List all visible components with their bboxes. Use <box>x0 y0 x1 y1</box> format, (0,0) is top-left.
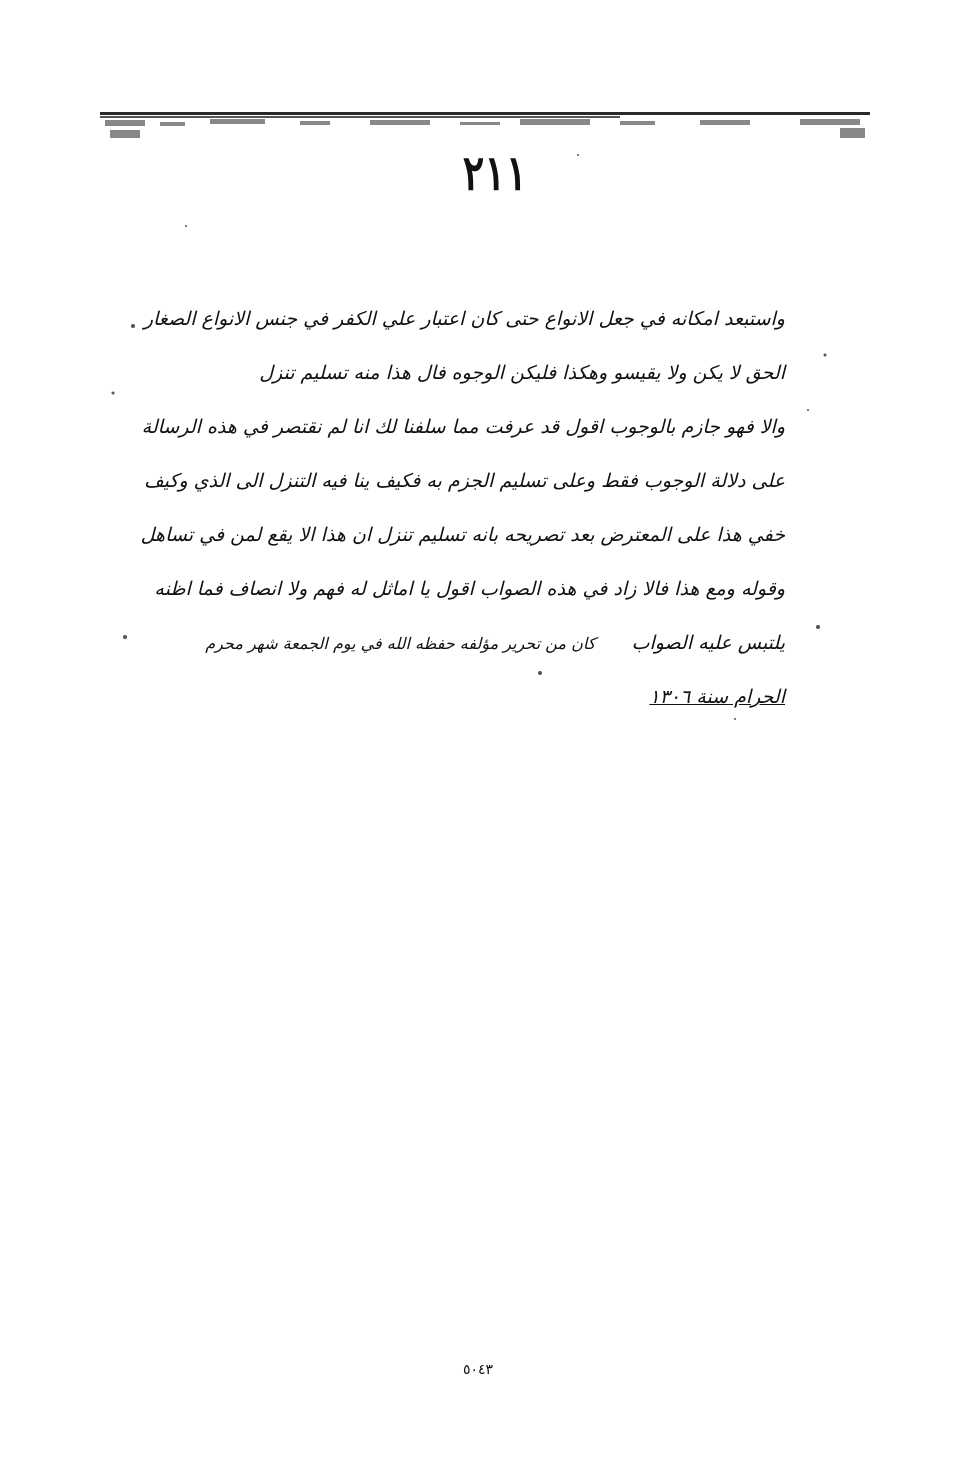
text-line: والا فهو جازم بالوجوب اقول قد عرفت مما سلفنا لك انا لم نقتصر في هذه الرسالة <box>141 416 785 438</box>
text-line: واستبعد امكانه في جعل الانواع حتى كان اعتبار علي الكفر في جنس الانواع الصغار <box>143 308 785 330</box>
manuscript-text <box>125 292 785 724</box>
colophon-date: الحرام سنة ١٣٠٦ <box>649 686 785 708</box>
page-footer-number: ٥٠٤٣ <box>462 1362 494 1378</box>
text-line: خفي هذا على المعترض بعد تصريحه بانه تسليم تنزل ان هذا الا يقع لمن في تساهل <box>140 524 785 546</box>
text-line: الحق لا يكن ولا يقيسو وهكذا فليكن الوجوه فال هذا منه تسليم تنزل <box>259 362 785 384</box>
scan-noise-band <box>100 108 870 148</box>
text-line: على دلالة الوجوب فقط وعلى تسليم الجزم به فكيف ينا فيه التنزل الى الذي وكيف <box>144 470 785 492</box>
colophon-date-line <box>125 670 785 724</box>
text-line: وقوله ومع هذا فالا زاد في هذه الصواب اقول يا اماثل له فهم ولا انصاف فما اظنه <box>154 578 785 600</box>
colophon: كان من تحرير مؤلفه حفظه الله في يوم الجمعة شهر محرم <box>205 634 596 653</box>
text-line-end: يلتبس عليه الصواب <box>631 632 785 654</box>
text-line-last <box>125 616 785 670</box>
folio-number: ٢١١ <box>462 145 528 202</box>
